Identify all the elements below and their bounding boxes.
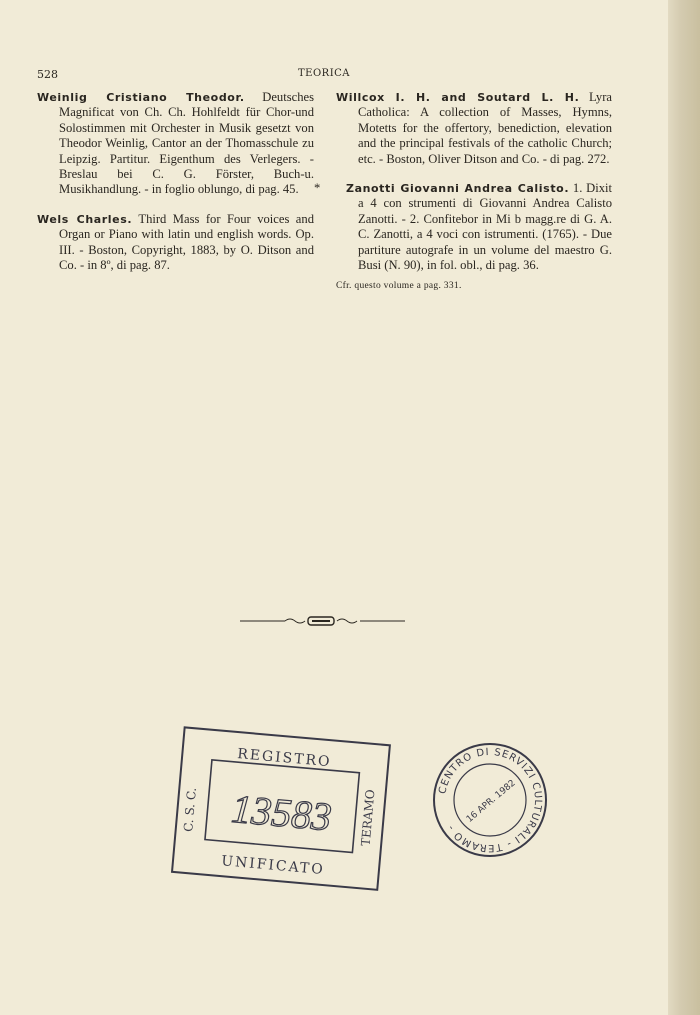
stamp-left-text: C. S. C.: [181, 786, 199, 833]
left-column: [37, 90, 314, 287]
entry-name: Willcox I. H. and Soutard L. H.: [336, 91, 580, 104]
entry-text: Deutsches Magnificat von Ch. Ch. Hohlfeldt für Chor-und Solostimmen mit Orchester in Musik gesetzt von Theodor Weinlig, Cantor an der Thomasschule zu Leipzig. Partitur. Eigenthum des Verlegers. - Breslau bei C. G. Förster, Buch-u. Musikhandlung. - in foglio oblungo, di pag. 45.: [59, 90, 314, 197]
cross-reference-note: Cfr. questo volume a pag. 331.: [336, 281, 462, 292]
running-head: TEORICA: [298, 68, 351, 79]
cultural-centre-stamp: [430, 740, 550, 860]
asterisk-mark: *: [314, 181, 321, 196]
entry-name: Wels Charles.: [37, 212, 133, 226]
page-number: 528: [37, 68, 58, 81]
registro-stamp: [160, 718, 400, 898]
entry-name: Weinlig Cristiano Theodor.: [37, 91, 245, 104]
entry-wels: [37, 212, 314, 274]
entry-text: 1. Dixit a 4 con strumenti di Giovanni Andrea Calisto Zanotti. - 2. Confitebor in Mi b magg.re di G. A. C. Zanotti, a 4 voci con istrumenti. (1765). - Due partiture autografe in un volume del maestro G. Busi (N. 90), in fol. obl., di pag. 36.: [358, 181, 613, 273]
entry-weinlig: [37, 90, 314, 198]
stamp-date-text: 16 APR. 1982: [464, 778, 518, 825]
stamp-bottom-text: UNIFICATO: [220, 853, 326, 879]
entry-text: Third Mass for Four voices and Organ or Piano with latin und english words. Op. III. - Boston, Copyright, 1883, by O. Ditson and Co. - in 8º, di pag. 87.: [59, 211, 314, 273]
entry-zanotti: [314, 181, 613, 273]
entry-text: Lyra Catholica: A collection of Masses, Hymns, Motetts for the offertory, benediction, elevation and the principal festivals of the catholic Church; etc. - Boston, Oliver Ditson and Co. - di pag. 272.: [358, 90, 613, 166]
book-gutter: [668, 0, 700, 1015]
stamp-top-text: REGISTRO: [236, 746, 333, 771]
right-column: [314, 90, 613, 295]
entry-name: Zanotti Giovanni Andrea Calisto.: [346, 182, 570, 196]
stamp-ring-text: CENTRO DI SERVIZI CULTURALI - TERAMO -: [437, 746, 544, 854]
entry-willcox: [336, 90, 612, 167]
stamp-handwritten-number: 13583: [229, 785, 334, 840]
stamp-right-text: TERAMO: [358, 788, 378, 847]
ornament-divider-icon: [240, 614, 405, 628]
